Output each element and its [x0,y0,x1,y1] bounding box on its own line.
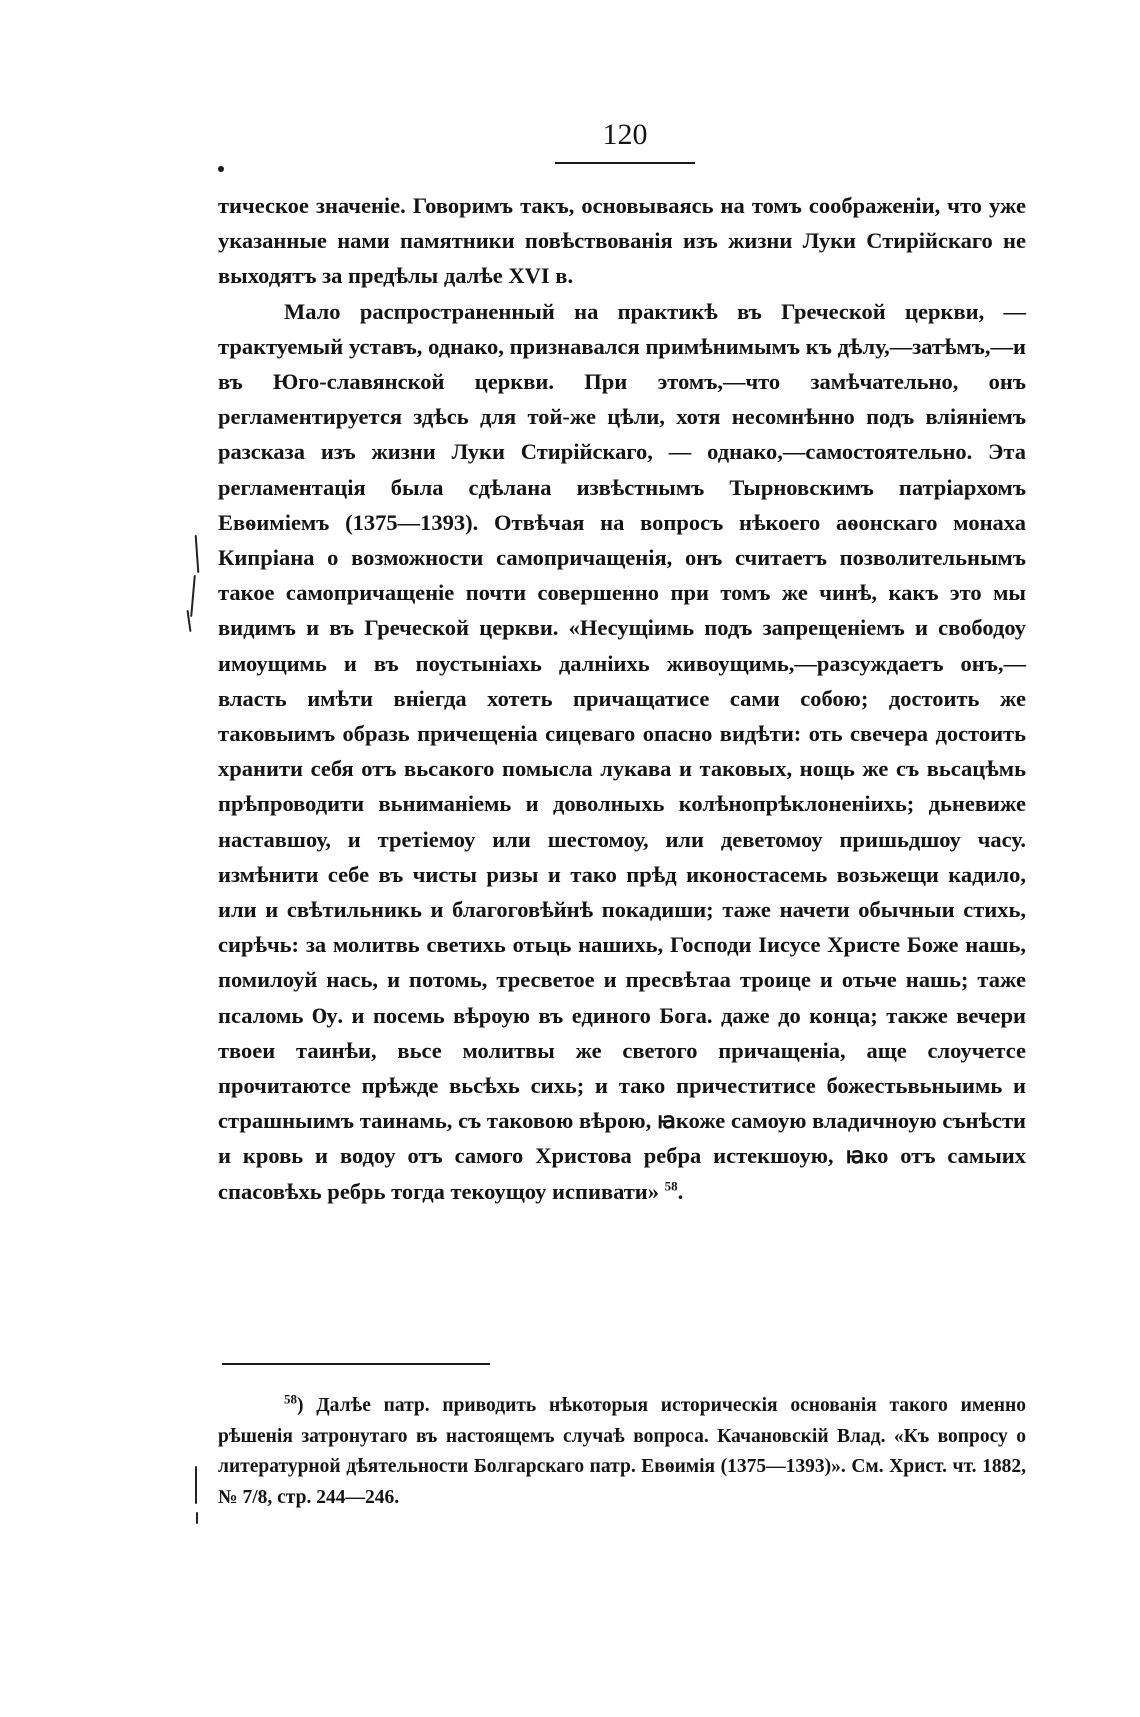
footnote-text: ) Далѣе патр. приводить нѣкоторыя историческія основанія такого именно рѣшенія затронутаго въ настоящемъ случаѣ вопроса. Качановскій Влад. «Къ вопросу о литературной дѣятельности Болгарскаго патр. Евѳимія (1375—1393)». См. Христ. чт. 1882, № 7/8, стр. 244—246. [218,1395,1026,1508]
page-number: 120 [602,118,648,151]
margin-pencil-mark [190,575,196,617]
ink-dot [218,166,224,172]
paragraph-2 [218,294,1026,1209]
footnote-reference: 58 [664,1178,678,1194]
paragraph-2-text: Мало распространенный на практикѣ въ Греческой церкви, —трактуемый уставъ, однако, признавался примѣнимымъ къ дѣлу,—затѣмъ,—и въ Юго-славянской церкви. При этомъ,—что замѣчательно, онъ регламентируется здѣсь для той-же цѣли, хотя несомнѣнно подъ вліяніемъ разсказа изъ жизни Луки Стирійскаго, — однако,—самостоятельно. Эта регламентація была сдѣлана извѣстнымъ Тырновскимъ патріархомъ Евѳиміемъ (1375—1393). Отвѣчая на вопросъ нѣкоего аѳонскаго монаха Кипріана о возможности самопричащенія, онъ считаетъ позволительнымъ такое самопричащеніе почти совершенно при томъ же чинѣ, какъ это мы видимъ и въ Греческой церкви. «Несущіимь подъ запрещеніемъ и свободоу имоущимь и въ поустыніахь далніихь живоущимь,—разсуждаетъ онъ,—власть имѣти вніегда хотеть причащатисе сами собою; достоить же таковыимъ образь причещеніа сицеваго опасно видѣти: оть свечера достоить хранити себя отъ вьсакого помысла лукава и таковых, нощь же съ вьсацѣмь прѣпроводити вьниманіемь и доволныхь колѣнопрѣклоненіихь; дьневиже наставшоу, и третіемоу или шестомоу, или деветомоу пришьдшоу часу. измѣнити себе въ чисты ризы и тако прѣд иконостасемь возьжещи кадило, или и свѣтильникь и благоговѣйнѣ покадиши; таже начети обычныи стихь, сирѣчь: за молитвь светихь отьць нашихь, Господи Іисусе Христе Боже нашь, помилоуй нась, и потомь, тресветое и пресвѣтаа троице и отьче нашь; таже псаломь Ѹ. и посемь вѣроую въ единого Бога. даже до конца; также вечери твоеи таинѣи, вьсе молитвы же светого причащеніа, аще слоучетсе прочитаютсе прѣжде вьсѣхь сихь; и тако причеститисе божестьвьныимь и страшныимъ таинамь, съ таковою вѣрою, ꙗкоже самоую владичноую сънѣсти и кровь и водоу отъ самого Христова ребра истекшоую, ꙗко отъ самыих спасовѣхь ребрь тогда текоущоу испивати» [218,298,1026,1204]
paragraph-2-end: . [677,1178,684,1204]
footnote [218,1391,1026,1513]
margin-pencil-mark [196,1512,198,1524]
main-text [218,188,1026,1209]
margin-pencil-mark [195,535,200,573]
footnote-marker: 58 [284,1391,297,1407]
margin-pencil-mark [195,1466,197,1504]
paragraph-1: тическое значеніе. Говоримъ такъ, основываясь на томъ соображеніи, что уже указанные нами памятники повѣствованія изъ жизни Луки Стирійскаго не выходятъ за предѣлы далѣе XVI в. [218,193,1026,289]
header-rule [555,162,695,164]
footnote-rule [222,1363,490,1365]
